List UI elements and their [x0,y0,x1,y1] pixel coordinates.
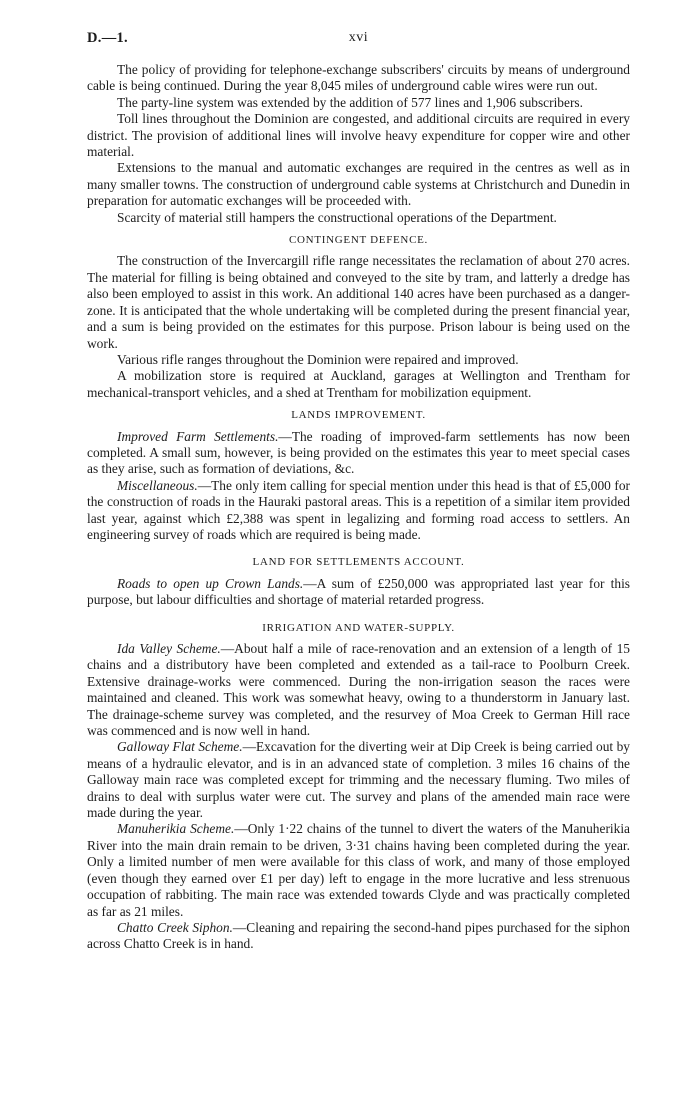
paragraph-text: —A sum of £250,000 was appropriated last year for this purpose, but labour difficulties and shortage of material retarded progress. [87,575,630,608]
defence-paragraph-3: A mobilization store is required at Auckland, garages at Wellington and Trentham for mechanical-transport vehicles, and a shed at Trentham for mobilization equipment. [87,368,630,400]
defence-paragraph-1: The construction of the Invercargill rifle range necessitates the reclamation of about 270 acres. The material for filling is being obtained and conveyed to the site by tram, and latterly a dredge has also been employed to assist in this work. An additional 140 acres have been purchased as a danger-zone. It is anticipated that the whole undertaking will be completed during the present financial year, and a sum is being provided on the estimates for this purpose. Prison labour is being used on the work. [87,253,630,351]
paragraph-text: —Cleaning and repairing the second-hand pipes purchased for the siphon across Chatto Creek is in hand. [87,919,630,952]
page-number: xvi [348,30,369,45]
telephone-paragraph-3: Toll lines throughout the Dominion are congested, and additional circuits are required in every district. The provision of additional lines will involve heavy expenditure for copper wire and other material. [87,111,630,160]
paragraph-text: —The roading of improved-farm settlements has now been completed. A small sum, however, is being provided on the estimates this year to meet special cases as they arise, such as formation of deviations, &c. [87,428,630,477]
irrigation-paragraph-4 [87,920,630,953]
page-header [87,30,630,62]
paragraph-text: —The only item calling for special mention under this head is that of £5,000 for the construction of roads in the Hauraki pastoral areas. This is a repetition of a similar item provided last year, against which £2,388 was spent in legalizing and forming road access to settlers. An engineering survey of roads which are required is being made. [87,477,630,542]
settlements-paragraph-1 [87,576,630,609]
paragraph-lead: Roads to open up Crown Lands. [117,575,304,591]
paragraph-lead: Manuherikia Scheme. [117,821,235,837]
paragraph-lead: Galloway Flat Scheme. [117,739,243,755]
section-heading-irrigation: IRRIGATION AND WATER-SUPPLY. [262,621,455,634]
section-heading-land-settlements: LAND FOR SETTLEMENTS ACCOUNT. [252,556,465,569]
document-reference: D.—1. [87,30,128,46]
telephone-paragraph-4: Extensions to the manual and automatic exchanges are required in the centres as well as in many smaller towns. The construction of underground cable systems at Christchurch and Dunedin in preparation for automatic exchanges will be proceeded with. [87,160,630,209]
paragraph-lead: Miscellaneous. [117,477,198,493]
paragraph-text: —About half a mile of race-renovation and an extension of a length of 15 chains and a distributory have been completed and extended as a tail-race to Poolburn Creek. Extensive drainage-works were commenced. During the non-irrigation season the races were maintained and cleaned. This work was somewhat heavy, owing to a thunderstorm in January last. The drainage-scheme survey was completed, and the resurvey of Moa Creek to German Hill race was commenced and is now well in hand. [87,641,630,739]
irrigation-paragraph-1 [87,641,630,739]
paragraph-lead: Improved Farm Settlements. [117,428,279,444]
lands-paragraph-2 [87,478,630,544]
section-heading-lands-improvement: LANDS IMPROVEMENT. [291,409,426,422]
paragraph-lead: Ida Valley Scheme. [117,641,221,656]
telephone-paragraph-5: Scarcity of material still hampers the constructional operations of the Department. [117,209,557,225]
irrigation-paragraph-2 [87,739,630,821]
defence-paragraph-2: Various rifle ranges throughout the Dominion were repaired and improved. [117,351,519,367]
irrigation-paragraph-3 [87,821,630,919]
paragraph-text: —Only 1·22 chains of the tunnel to divert the waters of the Manuherikia River into the main drain remain to be driven, 3·31 chains having been completed during the year. Only a limited number of men were available for this class of work, and many of those employed (even though they earned over £1 per day) left to engage in the more lucrative and less strenuous occupation of rabbiting. The main race was extended towards Clyde and was practically completed as far as 21 miles. [87,821,630,919]
lands-paragraph-1 [87,429,630,478]
telephone-paragraph-1: The policy of providing for telephone-exchange subscribers' circuits by means of underground cable is being continued. During the year 8,045 miles of underground cable wires were run out. [87,62,630,94]
section-heading-contingent-defence: CONTINGENT DEFENCE. [289,234,428,247]
telephone-paragraph-2: The party-line system was extended by the addition of 577 lines and 1,906 subscribers. [117,94,583,110]
paragraph-lead: Chatto Creek Siphon. [117,919,233,935]
paragraph-text: —Excavation for the diverting weir at Dip Creek is being carried out by means of a hydraulic elevator, and is in an advanced state of completion. 3 miles 16 chains of the Galloway main race was completed except for trimming and the necessary fluming. Two miles of drains to deal with surplus water were cut. The survey and plans of the amended main race were made during the year. [87,739,630,821]
